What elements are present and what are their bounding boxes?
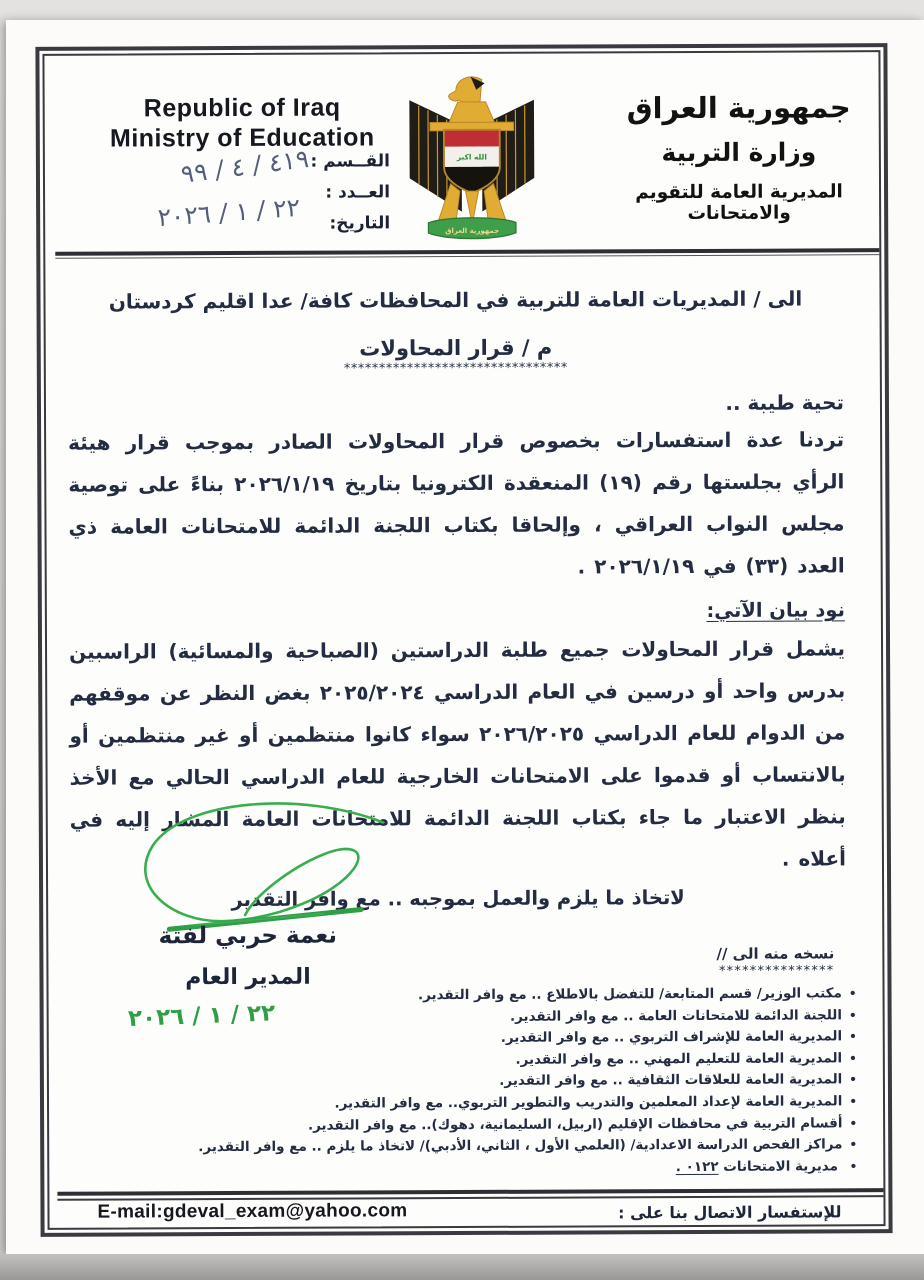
subject-divider-stars: ********************************: [343, 360, 568, 377]
distribution-item: • أقسام التربية في محافظات الإقليم (اربيل، السليمانية، دهوك).. مع وافر التقدير.: [157, 1113, 857, 1138]
footer-email: E-mail:gdeval_exam@yahoo.com: [97, 1200, 408, 1223]
statement-heading: نود بيان الآتي:: [706, 598, 845, 622]
distribution-item: • المديرية العامة للإشراف التربوي .. مع وافر التقدير.: [157, 1026, 857, 1051]
footer-inquiry-label: للإستفسار الاتصال بنا على :: [618, 1202, 842, 1223]
distribution-item-text: مديرية الامتحانات: [723, 1158, 838, 1175]
signer-name: نعمة حربي لفتة: [158, 922, 338, 950]
section-field-label: القــسم :: [310, 151, 390, 172]
ministry-name-en: Ministry of Education: [109, 123, 375, 153]
ministry-name-ar: وزارة التربية: [661, 137, 817, 168]
date-field-label: التاريخ:: [329, 213, 391, 234]
iraq-coat-of-arms-icon: [401, 74, 544, 247]
distribution-heading: نسخه منه الى //: [716, 944, 835, 963]
distribution-item-examinations: [157, 1156, 857, 1181]
emblem-base-text: جمهورية العراق: [445, 226, 500, 236]
document-border-frame: [35, 43, 892, 1237]
signature-icon: [133, 796, 396, 943]
distribution-divider-stars: ***************: [718, 963, 835, 979]
country-name-en: Republic of Iraq: [143, 93, 341, 123]
handwritten-letter-date: ٢٢ / ١ / ٢٠٢٦: [157, 192, 301, 233]
subject-line: م / قرار المحاولات: [359, 335, 553, 361]
distribution-block: [156, 944, 857, 1180]
handwritten-letter-number: ٤١٩ / ٤ / ٩٩: [179, 143, 310, 190]
paragraph-inquiries: تردنا عدة استفسارات بخصوص قرار المحاولات الصادر بموجب قرار هيئة الرأي بجلستها رقم (١٩) المنعقدة الكترونيا بتاريخ ٢٠٢٦/١/١٩ بناءً على توصية مجلس النواب العراقي ، وإلحاقا بكتاب اللجنة الدائمة للامتحانات العامة ذي العدد (٣٣) في ٢٠٢٦/١/١٩ .: [68, 427, 845, 579]
signer-title: المدير العام: [185, 964, 311, 991]
footer-divider-line: [57, 1188, 885, 1201]
addressee-line: الى / المديريات العامة للتربية في المحافظات كافة/ عدا اقليم كردستان: [108, 286, 803, 314]
signature-date-handwritten: ٢٢ / ١ / ٢٠٢٦: [127, 1000, 276, 1033]
letterhead-english: [90, 92, 395, 153]
closing-line: لاتخاذ ما يلزم والعمل بموجبه .. مع وافر التقدير: [231, 886, 685, 912]
country-name-ar: جمهورية العراق: [626, 90, 851, 126]
distribution-item: • مكتب الوزير/ قسم المتابعة/ للتفضل بالاطلاع .. مع وافر التقدير.: [157, 983, 857, 1008]
letterhead-arabic: [595, 78, 884, 224]
distribution-item: • مراكز الفحص الدراسة الاعدادية/ (العلمي الأول ، الثاني، الأدبي)/ لاتخاذ ما يلزم .. مع وافر التقدير.: [157, 1134, 857, 1159]
header-divider-line: [55, 248, 881, 259]
distribution-item: • المديرية العامة للعلاقات الثقافية .. مع وافر التقدير.: [157, 1070, 857, 1095]
scan-table-edge: [0, 1254, 924, 1280]
distribution-list: [157, 983, 858, 1180]
number-field-label: العــدد :: [325, 182, 391, 203]
directorate-name-ar: المديرية العامة للتقويم والامتحانات: [635, 181, 843, 225]
distribution-item: • المديرية العامة للتعليم المهني .. مع وافر التقدير.: [157, 1048, 857, 1073]
flag-takbir-text: الله اكبر: [456, 152, 487, 162]
document-content: [42, 50, 885, 1230]
salutation-line: تحية طيبة ..: [725, 390, 845, 415]
paragraph-decision: يشمل قرار المحاولات جميع طلبة الدراستين (الصباحية والمسائية) الراسبين بدرس واحد أو درسين في العام الدراسي ٢٠٢٥/٢٠٢٤ بغض النظر عن موقفهم من الدوام للعام الدراسي ٢٠٢٦/٢٠٢٥ سواء كانوا منتظمين أو غير منتظمين أو بالانتساب أو قدموا على الامتحانات الخارجية للعام الدراسي الحالي مع الأخذ بنظر الاعتبار ما جاء بكتاب اللجنة الدائمة للامتحانات العامة المشار إليه في أعلاه .: [68, 636, 847, 871]
distribution-item: • المديرية العامة لإعداد المعلمين والتدريب والتطوير التربوي.. مع وافر التقدير.: [157, 1091, 857, 1116]
distribution-item: • اللجنة الدائمة للامتحانات العامة .. مع وافر التقدير.: [157, 1005, 857, 1030]
distribution-item-number: ٠١٢٢ .: [675, 1158, 719, 1175]
